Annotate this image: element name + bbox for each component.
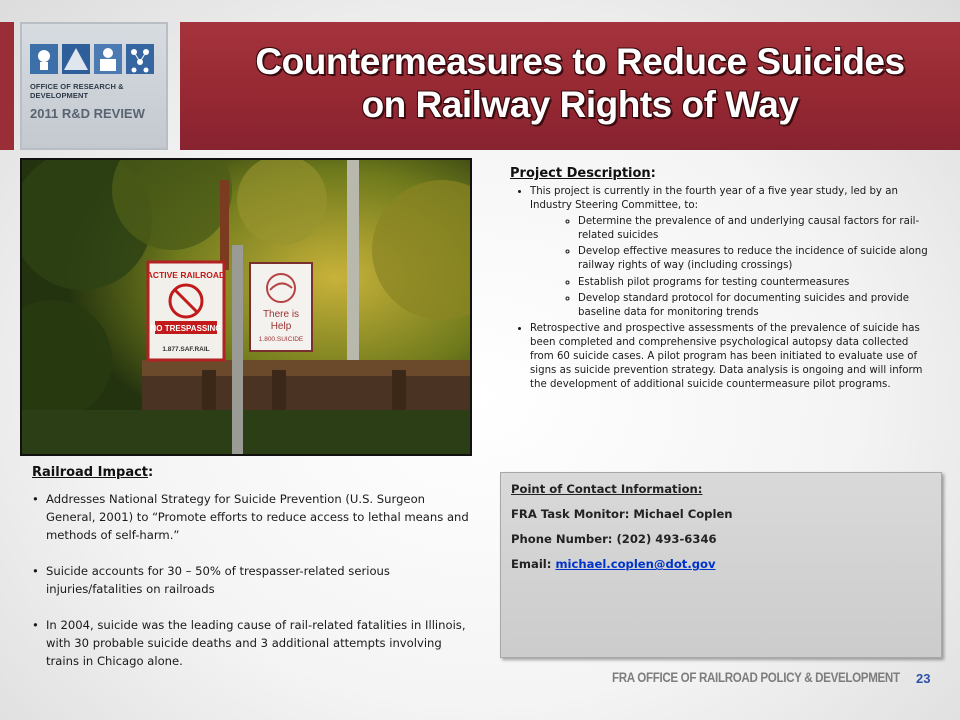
project-sub-bullet: ◦ Develop effective measures to reduce the incidence of suicide along railway rights of way (including crossings): [578, 245, 930, 273]
logo-review-text: 2011 R&D REVIEW: [30, 106, 145, 121]
railroad-impact-section: [32, 465, 472, 688]
railroad-impact-heading: Railroad Impact:: [32, 465, 154, 480]
page-number: 23: [916, 671, 931, 686]
impact-bullet-list: [32, 490, 472, 670]
left-accent-bar: [0, 22, 14, 150]
sign-right-line1: There is: [262, 309, 300, 320]
project-sub-bullet: ◦ Establish pilot programs for testing countermeasures: [578, 276, 930, 290]
title-line-2: on Railway Rights of Way: [361, 84, 799, 125]
email-link[interactable]: michael.coplen@dot.gov: [555, 557, 716, 571]
impact-bullet: • Addresses National Strategy for Suicide Prevention (U.S. Surgeon General, 2001) to “Promote efforts to reduce access to lethal means and methods of self-harm.”: [44, 490, 472, 544]
logo-icons: [30, 42, 158, 76]
sign-right-phone: 1.800.SUICIDE: [258, 336, 304, 343]
contact-info-box: [500, 472, 942, 658]
email-label: Email:: [511, 557, 556, 571]
logo-office-text: OFFICE OF RESEARCH & DEVELOPMENT: [30, 82, 124, 100]
sign-left-phone: 1.877.SAF.RAIL: [162, 346, 210, 353]
email-line: [511, 557, 931, 571]
impact-bullet: • In 2004, suicide was the leading cause of rail-related fatalities in Illinois, with 30 probable suicide deaths and 3 additional attempts involving trains in Chicago alone.: [44, 616, 472, 670]
project-bullet-list: [510, 185, 930, 392]
sign-left-top: ACTIVE RAILROAD: [146, 270, 226, 280]
rd-review-logo: [20, 22, 168, 150]
project-description-heading: Project Description:: [510, 166, 656, 181]
photo-illustration: [22, 160, 470, 454]
footer-office-name: FRA OFFICE OF RAILROAD POLICY & DEVELOPMENT: [612, 670, 900, 685]
project-sub-bullet: ◦ Develop standard protocol for documenting suicides and provide baseline data for monitoring trends: [578, 292, 930, 320]
project-sub-bullet: ◦ Determine the prevalence of and underlying causal factors for rail-related suicides: [578, 215, 930, 243]
title-line-1: Countermeasures to Reduce Suicides: [255, 41, 905, 82]
impact-bullet: • Suicide accounts for 30 – 50% of trespasser-related serious injuries/fatalities on railroads: [44, 562, 472, 598]
project-bullet: • This project is currently in the fourth year of a five year study, led by an Industry Steering Committee, to: ◦ Determine the prevalence of and underlying causal factors for rail-related suicides ◦ Develop effective measures to reduce the incidence of suicide along railway rights of way (including crossings) ◦ Establish pilot programs for testing countermeasures ◦ Develop standard protocol for documenting suicides and provide baseline data for monitoring trends: [530, 185, 930, 320]
project-sub-bullet-list: [530, 215, 930, 320]
sign-left-bottom: NO TRESPASSING: [150, 324, 222, 333]
task-monitor: FRA Task Monitor: Michael Coplen: [511, 507, 733, 521]
project-description-section: [510, 166, 930, 394]
page-title: [200, 40, 960, 126]
contact-heading: Point of Contact Information:: [511, 482, 703, 496]
project-bullet: • Retrospective and prospective assessments of the prevalence of suicide has been completed and comprehensive psychological autopsy data collected from 60 suicide cases. A pilot program has been initiated to evaluate use of signs as suicide prevention strategy. Data analysis is ongoing and will inform the development of additional suicide countermeasure pilot programs.: [530, 322, 930, 392]
railroad-signs-photo: [20, 158, 472, 456]
sign-right-line2: Help: [270, 321, 292, 332]
phone-number: Phone Number: (202) 493-6346: [511, 532, 717, 546]
